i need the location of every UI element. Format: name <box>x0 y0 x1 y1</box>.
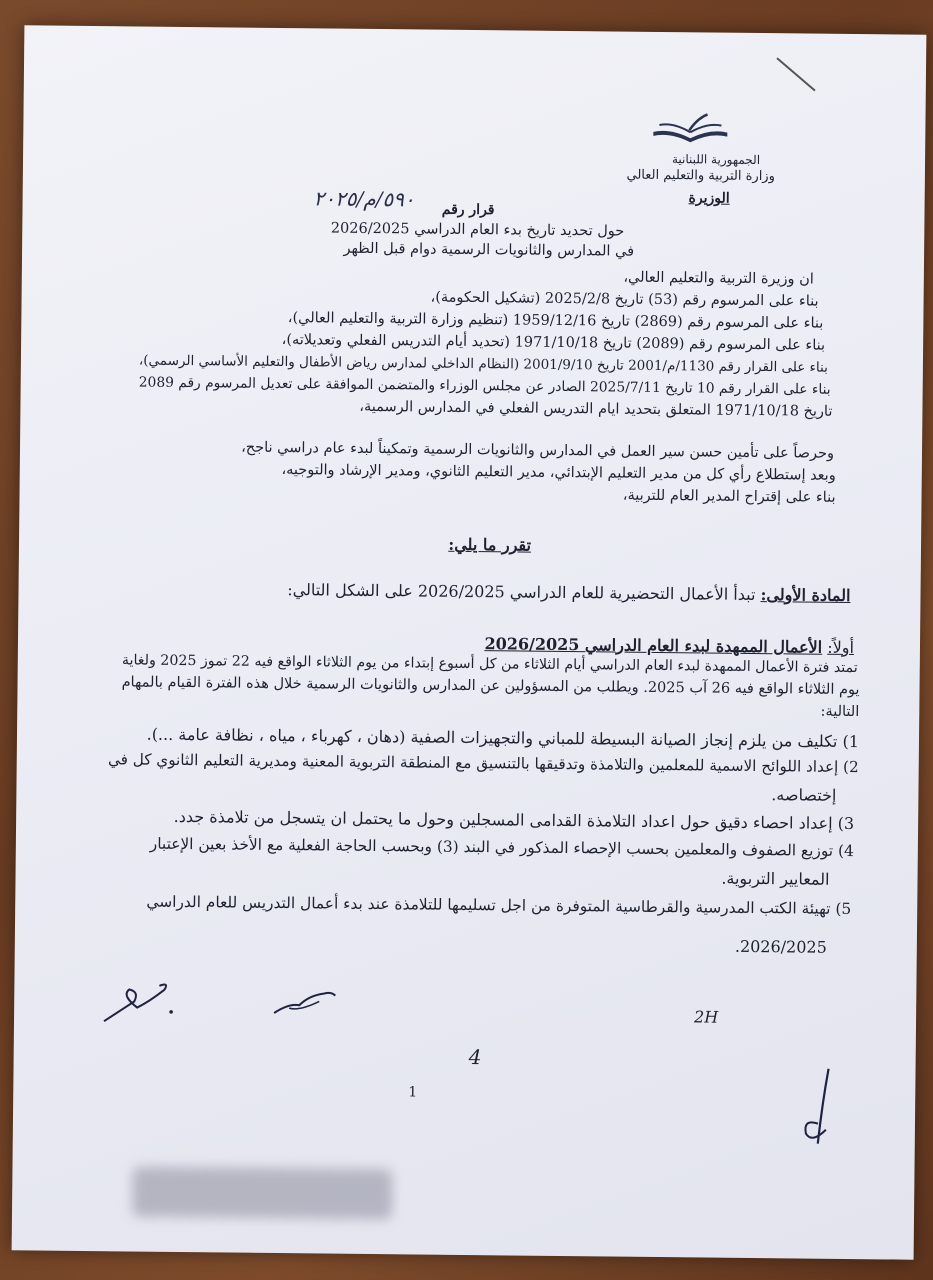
list-item-number: 2) <box>843 757 859 777</box>
list-item-number: 3) <box>837 813 855 834</box>
list-item-text: إعداد اللوائح الاسمية للمعلمين والتلامذة وتدقيقها بالتنسيق مع المنطقة التربوية المعنية ومديرية التعليم الثانوي كل في <box>107 750 839 776</box>
consideration-line: وحرصاً على تأمين حسن سير العمل في المدارس والثانويات الرسمية وتمكيناً لبدء عام دراسي ناجح، <box>241 439 835 462</box>
preamble-line: بناء على المرسوم رقم (53) تاريخ 2025/2/8 (تشكيل الحكومة)، <box>430 289 819 310</box>
list-item-text: تكليف من يلزم إنجاز الصيانة البسيطة للمباني والتجهيزات الصفية (دهان ، كهرباء ، مياه ، نظافة عامة ...). <box>146 724 838 751</box>
signature-2 <box>269 983 339 1024</box>
section-paragraph-line: يوم الثلاثاء الواقع فيه 26 آب 2025. ويطلب من المسؤولين عن المدارس والثانويات الرسمية خلال هذه الفترة القيام بالمهام <box>121 674 860 699</box>
section-paragraph-line: التالية: <box>820 703 860 721</box>
signature-3 <box>788 1063 849 1154</box>
list-item <box>146 893 851 918</box>
preamble-line: بناء على المرسوم رقم (2089) تاريخ 1971/10/18 (تحديد أيام التدريس الفعلي وتعديلاته)، <box>281 332 826 354</box>
list-item <box>150 835 854 860</box>
list-item-text: توزيع الصفوف والمعلمين بحسب الإحصاء المذكور في البند (3) وبحسب الحاجة الفعلية مع الأخذ بعين الإعتبار <box>149 834 834 860</box>
list-item <box>147 725 860 751</box>
ministry-name: وزارة التربية والتعليم العالي <box>626 167 775 185</box>
list-item-continuation: إختصاصه. <box>771 785 837 805</box>
signature-1 <box>99 971 190 1032</box>
preamble-line: بناء على القرار رقم 1130/م/2001 تاريخ 2001/9/10 (النظام الداخلي لمدارس رياض الأطفال والتعليم الأساسي الرسمي)، <box>138 352 828 376</box>
decides-heading: تقرر ما يلي: <box>448 534 532 555</box>
list-item-text: تهيئة الكتب المدرسية والقرطاسية المتوفرة من اجل تسليمها للتلامذة عند بدء أعمال التدريس للعام الدراسي <box>146 892 831 918</box>
list-item <box>174 807 855 833</box>
document-page <box>12 25 927 1259</box>
decision-label: قرار رقم <box>441 201 495 219</box>
article-1 <box>287 580 850 605</box>
list-item <box>108 750 859 776</box>
title-line-2: في المدارس والثانويات الرسمية دوام قبل الظهر <box>343 240 635 260</box>
list-item-number: 1) <box>842 731 860 752</box>
initials-mark: 4 <box>468 1045 482 1070</box>
country-name: الجمهورية اللبنانية <box>671 152 761 168</box>
article-1-label: المادة الأولى: <box>760 585 851 605</box>
preamble-line: بناء على المرسوم رقم (2869) تاريخ 1959/12/16 (تنظيم وزارة التربية والتعليم العالي)، <box>287 310 824 332</box>
article-1-text: تبدأ الأعمال التحضيرية للعام الدراسي 2026/2025 على الشكل التالي: <box>287 580 756 604</box>
decision-number: ٥٩٠/م/٢٠٢٥ <box>313 186 415 212</box>
section-1-heading <box>484 634 854 657</box>
preamble-line: ان وزيرة التربية والتعليم العالي، <box>623 269 814 288</box>
section-1-prefix: أولاً: <box>827 637 855 658</box>
consideration-line: وبعد إستطلاع رأي كل من مدير التعليم الإبتدائي، مدير التعليم الثانوي، ومدير الإرشاد والتوجيه، <box>281 462 836 484</box>
section-paragraph-line: تمتد فترة الأعمال الممهدة لبدء العام الدراسي أيام الثلاثاء من كل أسبوع إبتداء من يوم الثلاثاء الواقع فيه 22 تموز 2025 ولغاية <box>121 652 858 677</box>
list-item-continuation: 2026/2025. <box>734 936 827 957</box>
consideration-line: بناء على إقتراح المدير العام للتربية، <box>622 487 836 506</box>
preamble-line: تاريخ 1971/10/18 المتعلق بتحديد ايام التدريس الفعلي في المدارس الرسمية، <box>359 398 833 420</box>
preamble-line: بناء على القرار رقم 10 تاريخ 2025/7/11 الصادر عن مجلس الوزراء والمتضمن الموافقة على تعديل المرسوم رقم 2089 <box>138 374 831 398</box>
list-item-text: إعداد احصاء دقيق حول اعداد التلامذة القدامى المسجلين وحول ما يحتمل ان يتسجل من تلامذة جدد. <box>173 806 833 833</box>
section-1-title: الأعمال الممهدة لبدء العام الدراسي 2026/2025 <box>484 634 823 657</box>
title-line-1: حول تحديد تاريخ بدء العام الدراسي 2026/2025 <box>330 220 625 240</box>
office-label: الوزيرة <box>688 190 730 207</box>
ministry-logo <box>645 110 735 151</box>
initials-mark: 2H <box>693 1007 719 1027</box>
list-item-continuation: المعايير التربوية. <box>721 868 830 889</box>
list-item-number: 4) <box>837 841 854 861</box>
list-item-number: 5) <box>835 899 852 919</box>
pen-mark <box>776 57 815 91</box>
redacted-area <box>132 1167 393 1220</box>
page-number: 1 <box>408 1084 418 1101</box>
